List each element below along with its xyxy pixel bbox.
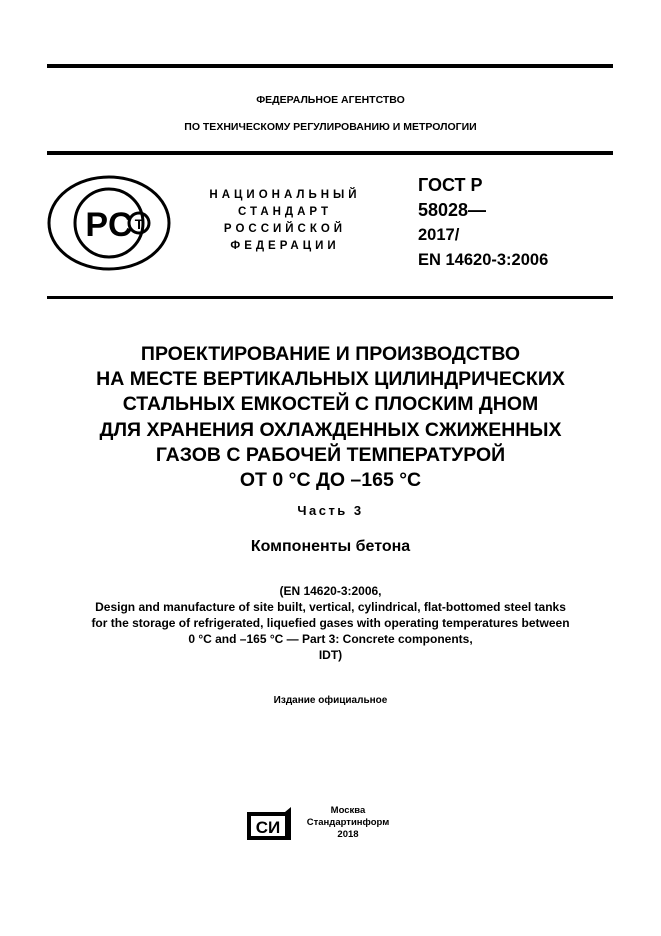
publisher-city: Москва bbox=[330, 805, 366, 816]
publisher-name: Стандартинформ bbox=[306, 817, 390, 828]
title-line: СТАЛЬНЫХ ЕМКОСТЕЙ С ПЛОСКИМ ДНОМ bbox=[122, 393, 539, 416]
edition-label: Издание официальное bbox=[273, 695, 388, 706]
publisher-year: 2018 bbox=[337, 829, 359, 840]
title-line: ГАЗОВ С РАБОЧЕЙ ТЕМПЕРАТУРОЙ bbox=[155, 443, 506, 466]
std-line: РОССИЙСКОЙ bbox=[223, 223, 347, 235]
designation-rule bbox=[47, 296, 613, 299]
document-title bbox=[0, 342, 661, 493]
publisher-info bbox=[298, 805, 398, 841]
english-line: for the storage of refrigerated, liquefied gases with operating temperatures between bbox=[91, 616, 570, 630]
part-label: Часть 3 bbox=[297, 503, 364, 518]
agency-line1: ФЕДЕРАЛЬНОЕ АГЕНТСТВО bbox=[256, 94, 405, 106]
designation-line: 58028— bbox=[418, 200, 487, 220]
designation-line: 2017/ bbox=[418, 226, 460, 244]
header-rule bbox=[47, 151, 613, 155]
title-line: ОТ 0 °С ДО –165 °С bbox=[239, 469, 422, 492]
standard-type bbox=[190, 187, 380, 255]
designation-line: EN 14620-3:2006 bbox=[418, 251, 549, 269]
svg-text:T: T bbox=[134, 216, 144, 232]
title-line: ДЛЯ ХРАНЕНИЯ ОХЛАЖДЕННЫХ СЖИЖЕННЫХ bbox=[99, 418, 562, 441]
english-line: (EN 14620-3:2006, bbox=[279, 584, 382, 598]
english-line: Design and manufacture of site built, vertical, cylindrical, flat-bottomed steel tanks bbox=[95, 600, 566, 614]
standartinform-logo bbox=[245, 806, 293, 842]
subtitle: Компоненты бетона bbox=[250, 538, 411, 555]
standard-designation bbox=[418, 173, 548, 273]
title-line: НА МЕСТЕ ВЕРТИКАЛЬНЫХ ЦИЛИНДРИЧЕСКИХ bbox=[96, 368, 565, 391]
svg-text:CИ: CИ bbox=[255, 818, 281, 837]
agency-line2: ПО ТЕХНИЧЕСКОМУ РЕГУЛИРОВАНИЮ И МЕТРОЛОГИИ bbox=[184, 121, 477, 133]
svg-text:PC: PC bbox=[85, 206, 133, 244]
english-line: 0 °C and –165 °C — Part 3: Concrete components, bbox=[188, 632, 473, 646]
std-line: НАЦИОНАЛЬНЫЙ bbox=[209, 189, 361, 201]
rst-logo bbox=[46, 174, 172, 272]
top-rule bbox=[47, 64, 613, 68]
std-line: СТАНДАРТ bbox=[238, 206, 332, 218]
designation-line: ГОСТ Р bbox=[418, 175, 483, 195]
english-line: IDT) bbox=[318, 648, 343, 662]
title-line: ПРОЕКТИРОВАНИЕ И ПРОИЗВОДСТВО bbox=[140, 343, 521, 365]
english-title bbox=[0, 583, 661, 663]
std-line: ФЕДЕРАЦИИ bbox=[230, 240, 340, 252]
